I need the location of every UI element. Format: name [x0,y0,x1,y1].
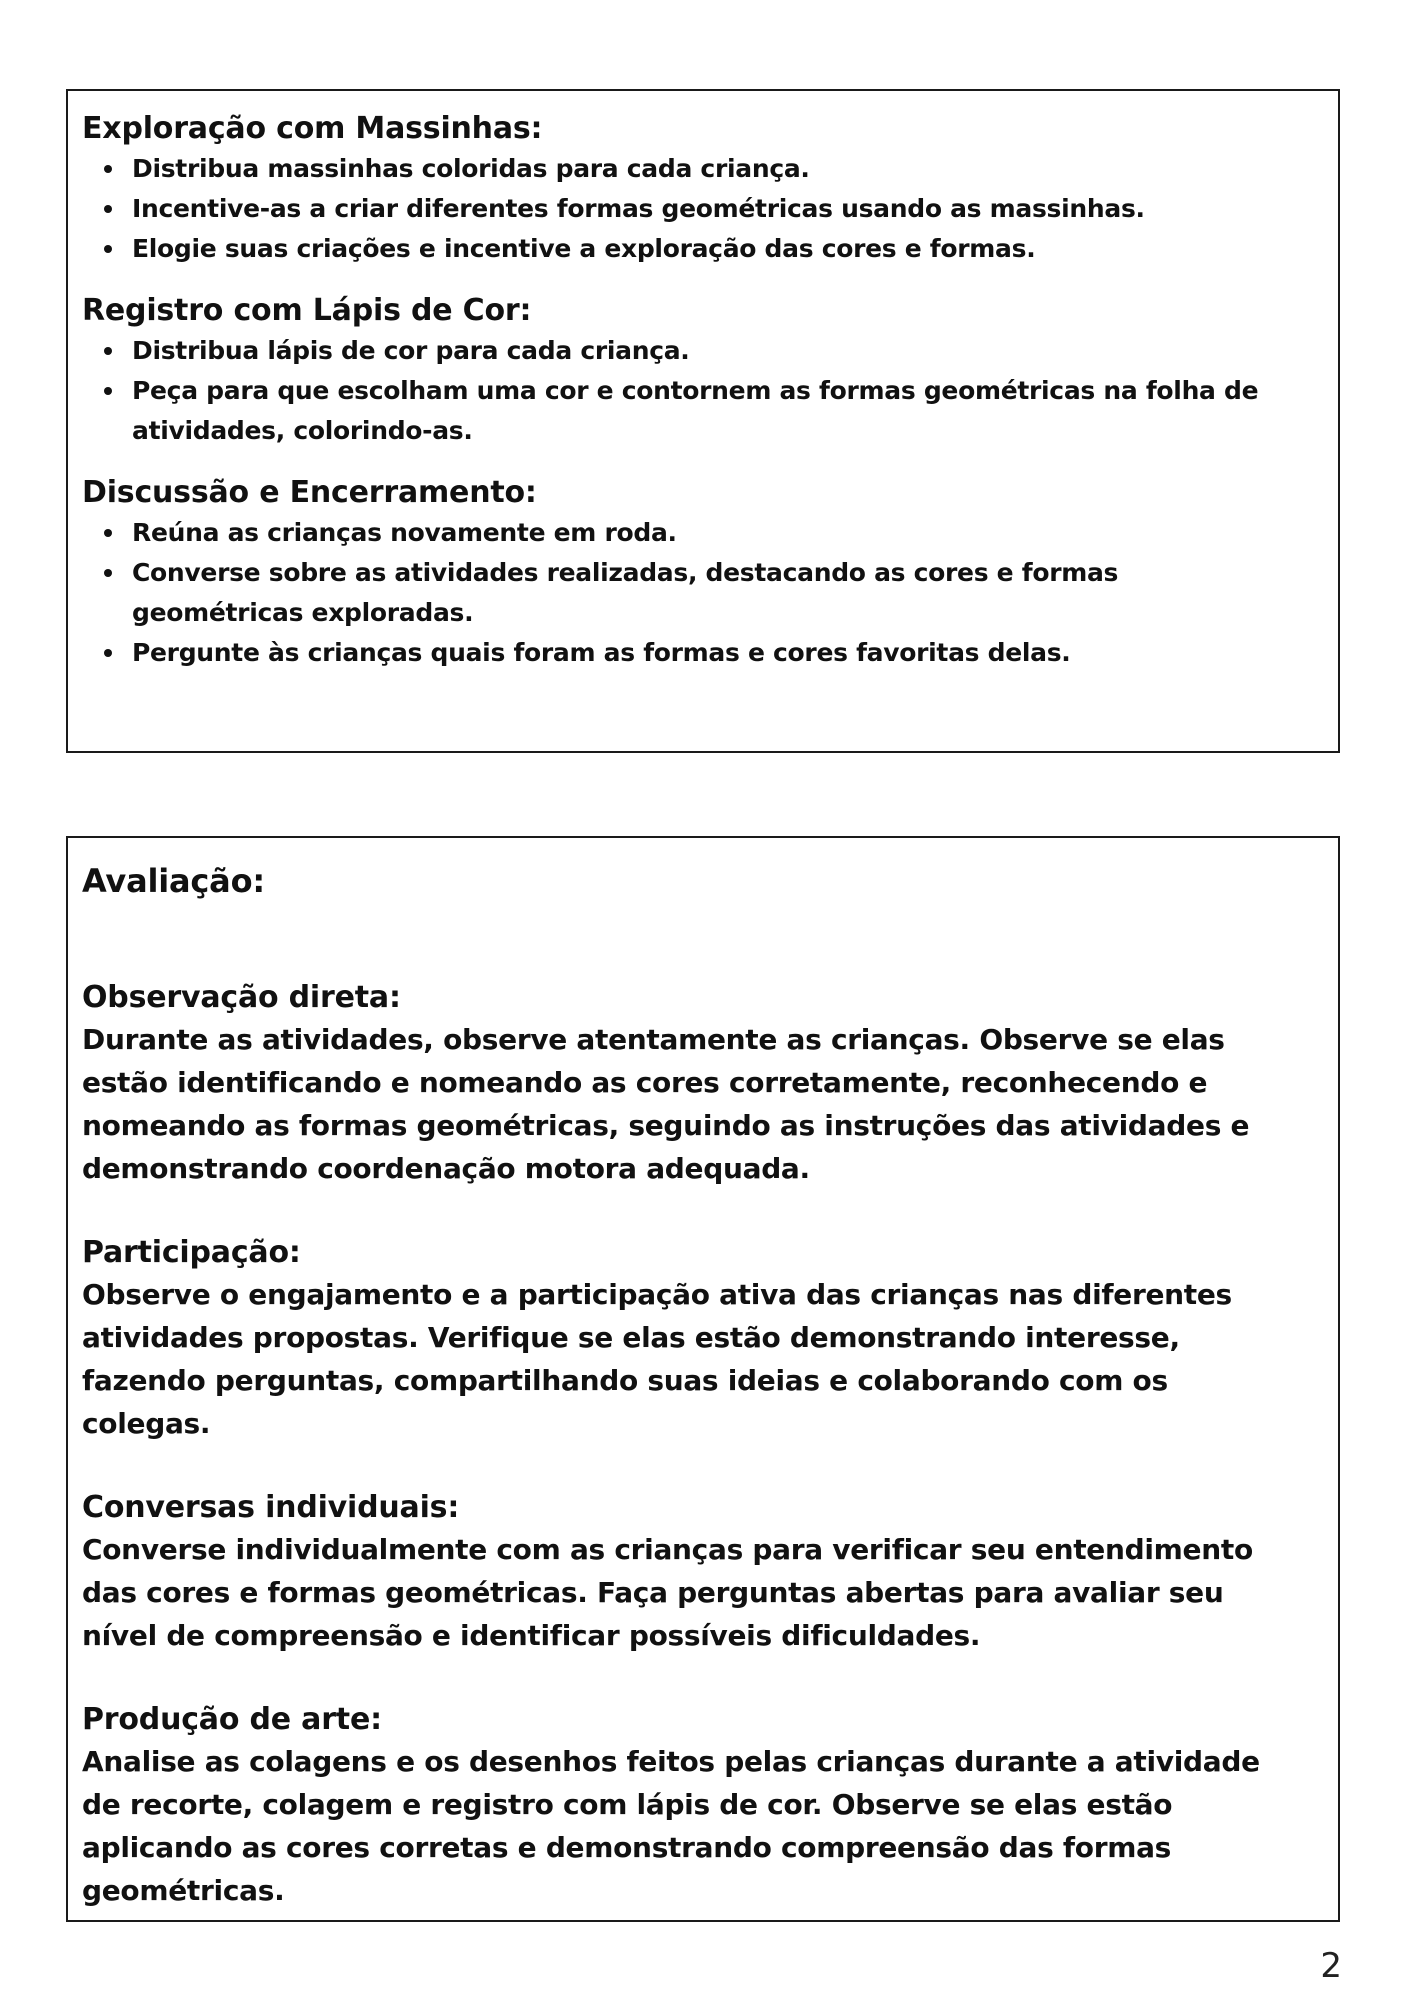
evaluation-section-observacao [82,978,1338,1190]
list-item: Reúna as crianças novamente em roda. [82,513,1338,553]
list-item: Peça para que escolham uma cor e contornem as formas geométricas na folha de atividades, colorindo-as. [82,371,1338,451]
list-item: Pergunte às crianças quais foram as formas e cores favoritas delas. [82,633,1338,673]
evaluation-box [66,836,1340,1922]
activities-box [66,89,1340,753]
list-item: Distribua massinhas coloridas para cada criança. [82,149,1338,189]
section-heading: Discussão e Encerramento: [82,475,537,510]
evaluation-title: Avaliação: [82,862,265,900]
bullet-list [82,149,1338,269]
section-heading: Produção de arte: [82,1702,382,1737]
section-heading: Exploração com Massinhas: [82,111,543,146]
activity-section-massinhas [82,109,1338,269]
section-text: Durante as atividades, observe atentamente as crianças. Observe se elas estão identificando e nomeando as cores corretamente, reconhecendo e nomeando as formas geométricas, seguindo as instruções das atividades e demonstrando coordenação motora adequada. [82,1023,1250,1185]
list-item: Distribua lápis de cor para cada criança. [82,331,1338,371]
page-number: 2 [1320,1946,1342,1986]
section-text: Analise as colagens e os desenhos feitos pelas crianças durante a atividade de recorte, colagem e registro com lápis de cor. Observe se elas estão aplicando as cores corretas e demonstrando compreensão das formas geométricas. [82,1745,1260,1907]
bullet-list [82,331,1338,451]
section-text: Converse individualmente com as crianças para verificar seu entendimento das cores e formas geométricas. Faça perguntas abertas para avaliar seu nível de compreensão e identificar possíveis dificuldades. [82,1533,1253,1652]
activity-section-discussao [82,473,1338,673]
evaluation-section-conversas [82,1488,1338,1657]
section-heading: Observação direta: [82,980,401,1015]
list-item: Converse sobre as atividades realizadas, destacando as cores e formas geométricas exploradas. [82,553,1338,633]
section-text: Observe o engajamento e a participação ativa das crianças nas diferentes atividades propostas. Verifique se elas estão demonstrando interesse, fazendo perguntas, compartilhando suas ideias e colaborando com os colegas. [82,1278,1232,1440]
activity-section-lapis [82,291,1338,451]
section-heading: Participação: [82,1235,301,1270]
bullet-list [82,513,1338,673]
section-heading: Conversas individuais: [82,1490,460,1525]
section-heading: Registro com Lápis de Cor: [82,293,532,328]
list-item: Incentive-as a criar diferentes formas geométricas usando as massinhas. [82,189,1338,229]
evaluation-section-participacao [82,1233,1338,1445]
list-item: Elogie suas criações e incentive a exploração das cores e formas. [82,229,1338,269]
evaluation-section-producao [82,1700,1338,1912]
